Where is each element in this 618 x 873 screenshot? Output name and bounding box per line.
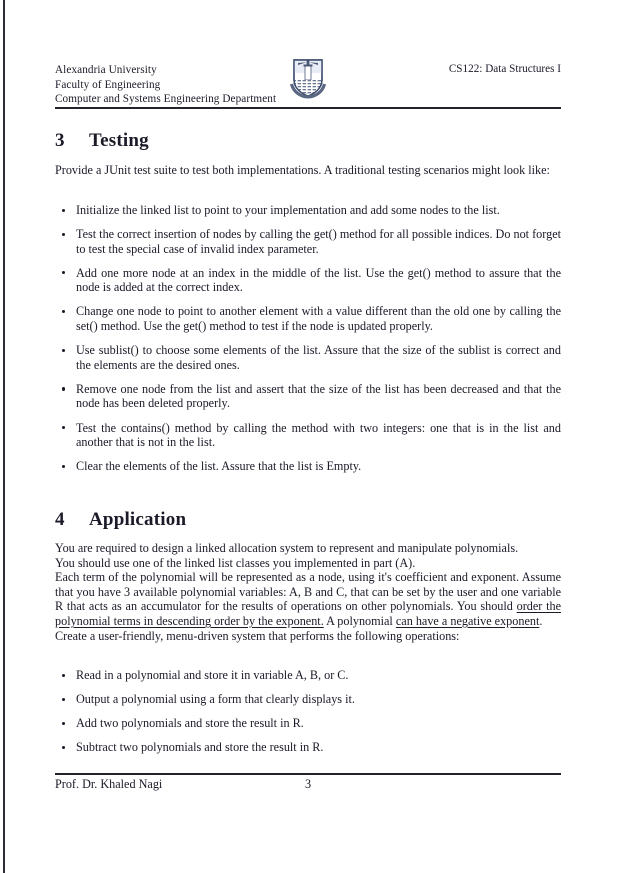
list-item [55, 382, 561, 411]
footer-page-number: 3 [304, 777, 312, 791]
section-4-underlined-phrase-2: can have a negative exponent [395, 613, 540, 628]
section-3-number: 3 [55, 130, 65, 151]
section-4-bullet-list [55, 668, 561, 755]
list-item [55, 343, 561, 372]
list-item [55, 716, 561, 731]
page-header [55, 0, 561, 115]
list-item-text: Use sublist() to choose some elements of the list. Assure that the size of the sublist is correct and the elements are the desired ones. [76, 343, 561, 372]
list-item-text: Subtract two polynomials and store the result in R. [76, 740, 324, 755]
list-item [55, 421, 561, 450]
alexandria-university-lighthouse-shield-logo [288, 54, 328, 102]
section-3-bullet-list [55, 203, 561, 474]
section-3-title: Testing [89, 130, 149, 151]
list-item-text: Remove one node from the list and assert that the size of the list has been decreased and that the node has been deleted properly. [76, 381, 561, 411]
section-3-heading [55, 131, 561, 150]
bullet-dot-icon [62, 465, 65, 468]
institution-line-1: Alexandria University [55, 64, 157, 76]
list-item [55, 459, 561, 474]
list-item-text: Test the correct insertion of nodes by calling the get() method for all possible indices. Do not forget to test the special case of invalid index parameter. [76, 227, 561, 256]
section-testing [55, 131, 561, 150]
footer-author: Prof. Dr. Khaled Nagi [55, 777, 163, 791]
bullet-dot-icon [62, 746, 65, 749]
footer-divider [55, 773, 561, 775]
list-item-text: Test the contains() method by calling the method with two integers: one that is in the list and another that is not in the list. [76, 420, 561, 450]
section-4-paragraph-2-mid: A polynomial [323, 613, 396, 628]
header-divider [55, 107, 561, 109]
bullet-dot-icon [62, 698, 65, 701]
list-item-text: Initialize the linked list to point to your implementation and add some nodes to the list. [76, 203, 500, 217]
list-item-text: Change one node to point to another element with a value different than the old one by calling the set() method. Use the get() method to test if the node is updated properly. [76, 304, 561, 334]
list-item [55, 266, 561, 295]
institution-line-2: Faculty of Engineering [55, 78, 161, 91]
section-4-paragraph-3: Create a user-friendly, menu-driven system that performs the following operations: [55, 628, 460, 643]
list-item-text: Output a polynomial using a form that clearly displays it. [76, 692, 355, 707]
bullet-dot-icon [62, 674, 65, 677]
section-4-heading [55, 510, 561, 529]
list-item [55, 692, 561, 707]
bullet-dot-icon [62, 426, 65, 429]
institution-line-3: Computer and Systems Engineering Department [55, 93, 277, 106]
course-title: CS122: Data Structures I [448, 63, 561, 75]
section-4-underlined-phrase-1: order the polynomial terms in descending order by the exponent. [55, 599, 561, 628]
list-item [55, 227, 561, 256]
bullet-dot-icon [62, 722, 65, 725]
bullet-dot-icon [62, 387, 65, 390]
list-item [55, 668, 561, 683]
bullet-dot-icon [62, 349, 65, 352]
bullet-dot-icon [62, 271, 65, 274]
list-item-text: Clear the elements of the list. Assure that the list is Empty. [76, 459, 362, 474]
section-4-paragraphs [55, 541, 561, 643]
section-4-paragraph-1-line-1: You are required to design a linked allocation system to represent and manipulate polynomials. [55, 541, 519, 555]
list-item [55, 740, 561, 755]
page-left-border [3, 0, 5, 873]
institution-block [55, 63, 276, 107]
section-4-number: 4 [55, 509, 65, 530]
bullet-dot-icon [62, 310, 65, 313]
section-4-paragraph-2-pre: Each term of the polynomial will be represented as a node, using it's coefficient and exponent. Assume that you have 3 available polynomial variables: A, B and C, that can be set by the user and one variable R that acts as an accumulator for the results of operations on other polynomials. You should [55, 570, 561, 614]
list-item-text: Add one more node at an index in the middle of the list. Use the get() method to assure that the node is added at the correct index. [76, 265, 561, 295]
section-4-paragraph-2-post: . [539, 613, 543, 628]
bullet-dot-icon [62, 209, 65, 212]
bullet-dot-icon [62, 233, 65, 236]
list-item [55, 203, 561, 218]
section-application [55, 510, 561, 529]
list-item-text: Read in a polynomial and store it in variable A, B, or C. [76, 668, 349, 682]
section-3-intro-text: Provide a JUnit test suite to test both implementations. A traditional testing scenarios might look like: [55, 163, 550, 177]
list-item [55, 304, 561, 333]
section-4-paragraph-2 [55, 570, 561, 628]
section-4-title: Application [89, 509, 187, 530]
list-item-text: Add two polynomials and store the result in R. [76, 716, 304, 731]
section-3-intro-paragraph [55, 163, 561, 178]
section-4-paragraph-1-line-2: You should use one of the linked list classes you implemented in part (A). [55, 555, 416, 570]
